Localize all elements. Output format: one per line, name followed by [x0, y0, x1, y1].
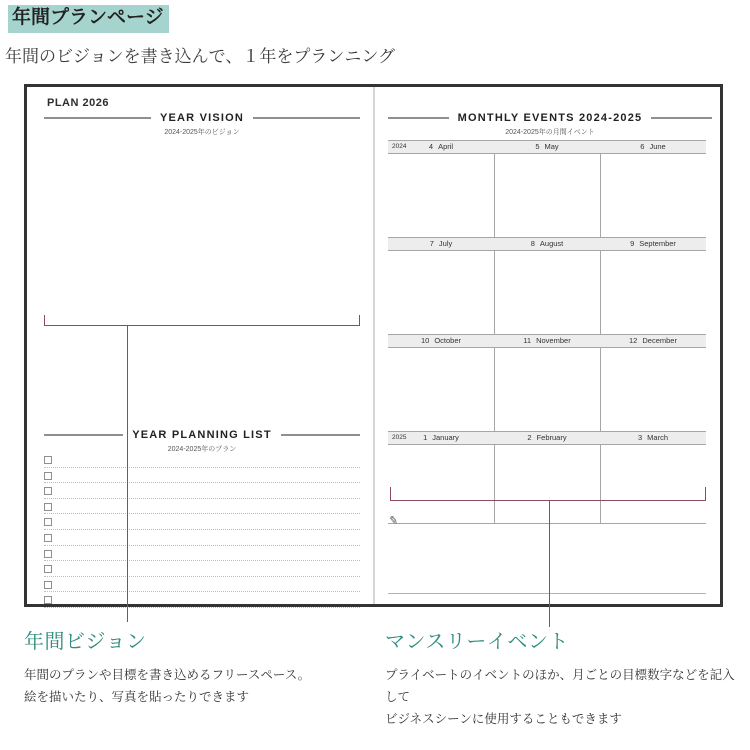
checklist-row: [44, 546, 360, 562]
header-rule-right: [281, 434, 360, 436]
month-header-band: [388, 334, 706, 348]
checklist-row: [44, 468, 360, 484]
cell-divider: [494, 348, 495, 431]
checklist-row: [44, 592, 360, 608]
checkbox-icon: [44, 456, 52, 464]
checkbox-icon: [44, 534, 52, 542]
annotation-left-title: 年間ビジョン: [24, 631, 147, 653]
month-cells-row: [388, 251, 706, 334]
header-rule-right: [651, 117, 712, 119]
checklist-row: [44, 452, 360, 468]
annotation-right: [385, 625, 740, 731]
right-bracket-line: [390, 500, 706, 501]
spine-divider: [373, 87, 375, 604]
annotation-right-title: マンスリーイベント: [385, 631, 569, 653]
month-cells-row: [388, 154, 706, 237]
checkbox-icon: [44, 596, 52, 604]
checkbox-icon: [44, 550, 52, 558]
page-title: 年間プランページ: [8, 5, 169, 33]
header-rule-left: [44, 117, 151, 119]
cell-divider: [600, 348, 601, 431]
annotation-left: [24, 625, 364, 709]
header-rule-left: [388, 117, 449, 119]
annotation-left-description: [24, 665, 364, 709]
grid-bottom-rule: [388, 523, 706, 524]
monthly-events-title: MONTHLY EVENTS 2024-2025: [457, 112, 643, 124]
annotation-left-line-1: 年間のプランや目標を書き込めるフリースペース。: [24, 668, 311, 682]
checklist-row: [44, 514, 360, 530]
monthly-events-header: [388, 112, 712, 124]
checkbox-icon: [44, 503, 52, 511]
month-label: 10 October: [420, 336, 462, 345]
checklist-row: [44, 499, 360, 515]
cell-divider: [494, 251, 495, 334]
cell-divider: [600, 445, 601, 523]
checklist-row: [44, 530, 360, 546]
right-bracket-tick-right: [705, 487, 706, 500]
checkbox-icon: [44, 581, 52, 589]
year-vision-title: YEAR VISION: [159, 112, 245, 124]
left-leader-line: [127, 325, 128, 622]
cell-divider: [600, 251, 601, 334]
checkbox-icon: [44, 472, 52, 480]
right-leader-line: [549, 500, 550, 627]
year-planning-checklist: [44, 452, 360, 608]
annotation-right-line-1: プライベートのイベントのほか、月ごとの目標数字などを記入して: [385, 668, 735, 704]
page-subtitle: 年間のビジョンを書き込んで、１年をプランニング: [5, 47, 395, 66]
left-bracket-line: [44, 325, 360, 326]
year-planning-list-header: [44, 429, 360, 441]
year-label: 2025: [392, 434, 407, 441]
month-label: 2 February: [527, 433, 567, 442]
year-planning-list-subtitle: 2024-2025年のプラン: [167, 446, 237, 453]
cell-divider: [494, 445, 495, 523]
left-bracket-tick-left: [44, 315, 45, 325]
year-vision-subtitle: 2024-2025年のビジョン: [164, 129, 240, 136]
notes-bottom-rule: [388, 593, 706, 594]
header-rule-right: [253, 117, 360, 119]
checkbox-icon: [44, 518, 52, 526]
cell-divider: [494, 154, 495, 237]
year-planning-list-title: YEAR PLANNING LIST: [132, 429, 272, 441]
checkbox-icon: [44, 565, 52, 573]
month-label: 3 March: [637, 433, 668, 442]
planner-spread: [24, 84, 723, 607]
checklist-row: [44, 483, 360, 499]
month-header-band: [388, 140, 706, 154]
month-cells-row: [388, 445, 706, 523]
monthly-events-subtitle: 2024-2025年の月間イベント: [505, 129, 595, 136]
month-label: 5 May: [535, 142, 559, 151]
month-grid: [388, 140, 706, 524]
month-header-band: [388, 431, 706, 445]
header-rule-left: [44, 434, 123, 436]
plan-year-label: PLAN 2026: [47, 97, 109, 109]
checklist-row: [44, 577, 360, 593]
month-header-band: [388, 237, 706, 251]
month-label: 8 August: [530, 239, 564, 248]
year-vision-header: [44, 112, 360, 124]
month-label: 11 November: [523, 336, 571, 345]
month-label: 7 July: [429, 239, 453, 248]
year-label: 2024: [392, 143, 407, 150]
left-bracket-tick-right: [359, 315, 360, 325]
annotation-left-line-2: 絵を描いたり、写真を貼ったりできます: [24, 689, 250, 704]
month-label: 12 December: [629, 336, 677, 345]
cell-divider: [600, 154, 601, 237]
annotation-right-description: [385, 665, 740, 731]
pencil-icon: ✎: [388, 514, 399, 528]
checklist-row: [44, 561, 360, 577]
month-cells-row: [388, 348, 706, 431]
month-label: 6 June: [640, 142, 666, 151]
month-label: 4 April: [428, 142, 454, 151]
month-label: 1 January: [423, 433, 459, 442]
annotation-right-line-2: ビジネスシーンに使用することもできます: [385, 711, 622, 726]
right-bracket-tick-left: [390, 487, 391, 500]
month-label: 9 September: [630, 239, 676, 248]
checkbox-icon: [44, 487, 52, 495]
